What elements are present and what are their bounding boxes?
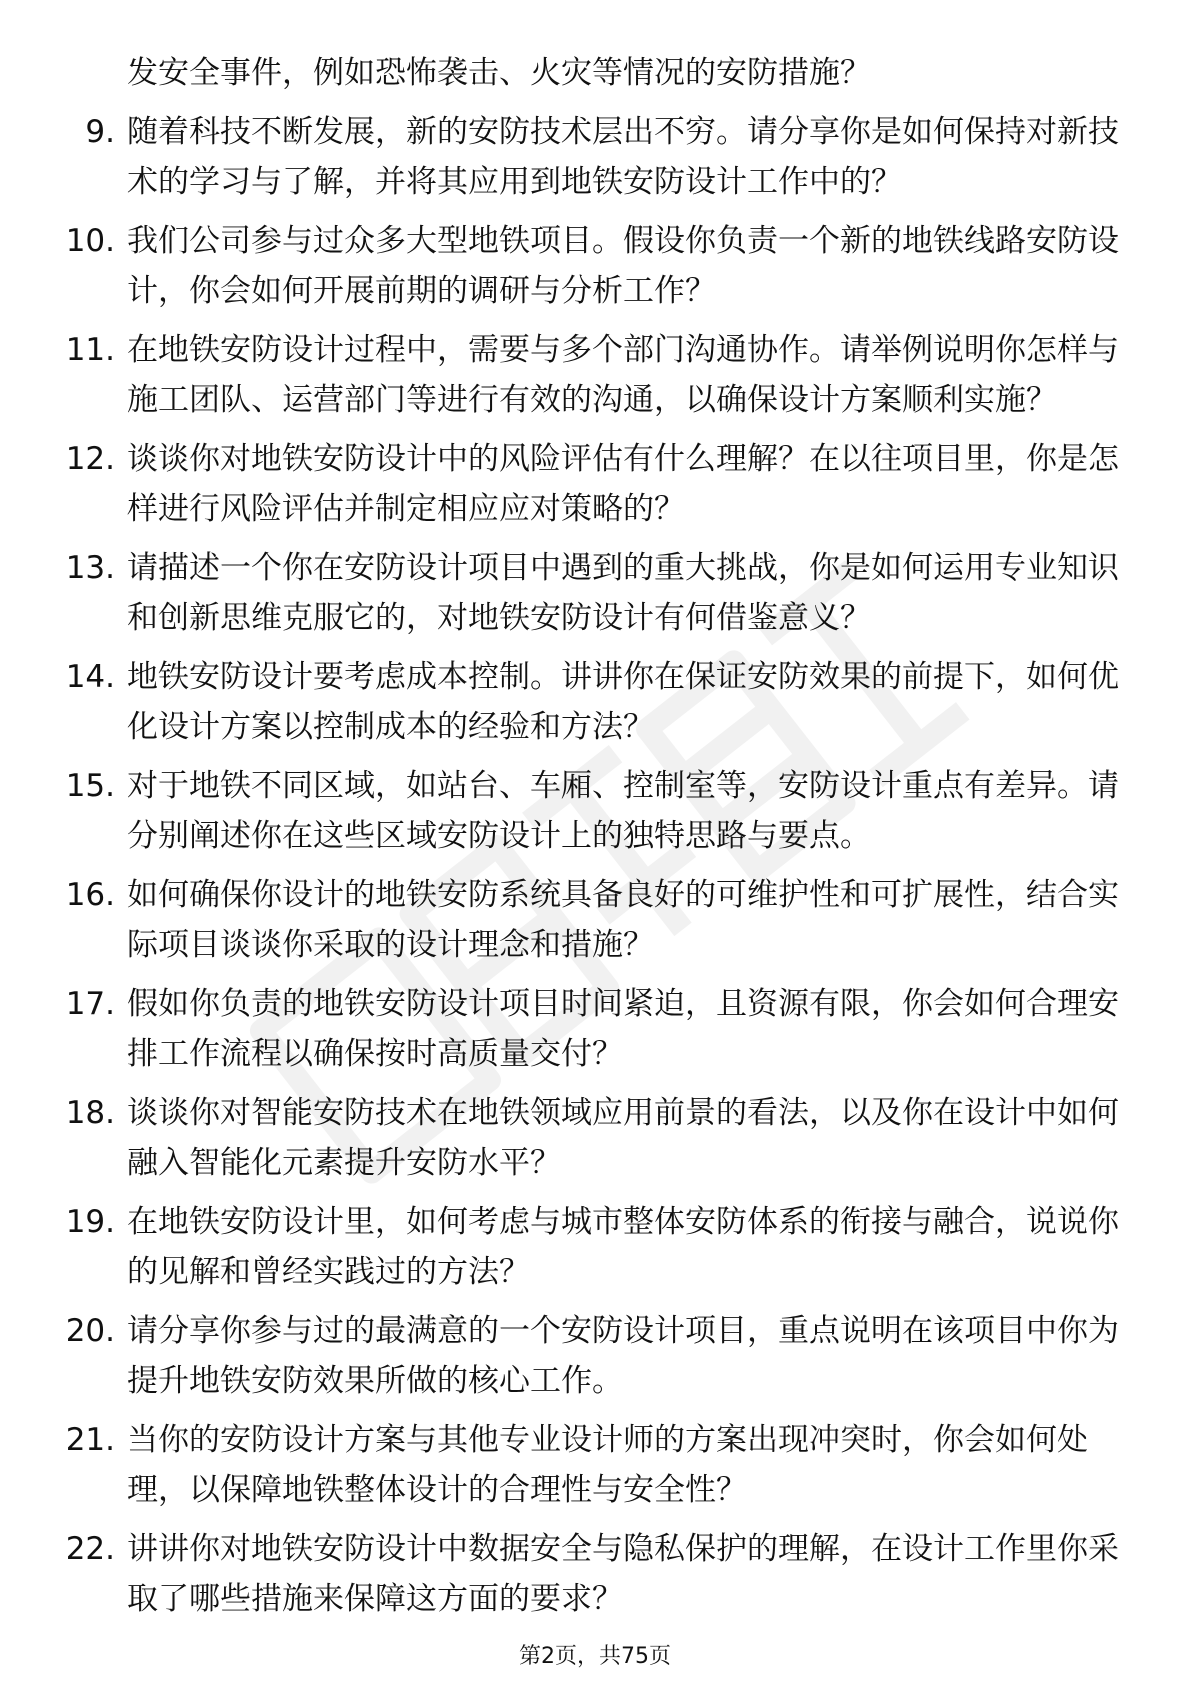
question-item bbox=[60, 325, 1130, 425]
question-number: 11. bbox=[65, 332, 115, 368]
question-text: 在地铁安防设计里，如何考虑与城市整体安防体系的衔接与融合，说说你的见解和曾经实践过的方法？ bbox=[127, 1204, 1119, 1290]
question-text: 地铁安防设计要考虑成本控制。讲讲你在保证安防效果的前提下，如何优化设计方案以控制成本的经验和方法？ bbox=[127, 659, 1119, 745]
question-text: 如何确保你设计的地铁安防系统具备良好的可维护性和可扩展性，结合实际项目谈谈你采取的设计理念和措施？ bbox=[127, 877, 1119, 963]
question-number: 9. bbox=[85, 114, 115, 150]
question-number: 14. bbox=[65, 659, 115, 695]
question-text: 讲讲你对地铁安防设计中数据安全与隐私保护的理解，在设计工作里你采取了哪些措施来保障这方面的要求？ bbox=[127, 1531, 1119, 1617]
question-item bbox=[60, 652, 1130, 752]
question-number: 22. bbox=[65, 1531, 115, 1567]
question-item bbox=[60, 1524, 1130, 1624]
question-item bbox=[60, 761, 1130, 861]
question-item bbox=[60, 1306, 1130, 1406]
question-number: 19. bbox=[65, 1204, 115, 1240]
question-item bbox=[60, 216, 1130, 316]
page-footer bbox=[0, 1642, 1190, 1672]
question-list-content bbox=[60, 48, 1130, 1633]
question-number: 20. bbox=[65, 1313, 115, 1349]
question-text: 谈谈你对地铁安防设计中的风险评估有什么理解？在以往项目里，你是怎样进行风险评估并制定相应应对策略的？ bbox=[127, 441, 1119, 527]
question-number: 10. bbox=[65, 223, 115, 259]
question-text: 请描述一个你在安防设计项目中遇到的重大挑战，你是如何运用专业知识和创新思维克服它的，对地铁安防设计有何借鉴意义？ bbox=[127, 550, 1119, 636]
question-number: 15. bbox=[65, 768, 115, 804]
question-text: 随着科技不断发展，新的安防技术层出不穷。请分享你是如何保持对新技术的学习与了解，并将其应用到地铁安防设计工作中的？ bbox=[127, 114, 1119, 200]
question-item bbox=[60, 1415, 1130, 1515]
question-number: 17. bbox=[65, 986, 115, 1022]
question-item bbox=[60, 870, 1130, 970]
question-text: 谈谈你对智能安防技术在地铁领域应用前景的看法，以及你在设计中如何融入智能化元素提升安防水平？ bbox=[127, 1095, 1119, 1181]
question-text: 在地铁安防设计过程中，需要与多个部门沟通协作。请举例说明你怎样与施工团队、运营部门等进行有效的沟通，以确保设计方案顺利实施？ bbox=[127, 332, 1119, 418]
question-item bbox=[60, 434, 1130, 534]
question-text: 假如你负责的地铁安防设计项目时间紧迫，且资源有限，你会如何合理安排工作流程以确保按时高质量交付？ bbox=[127, 986, 1119, 1072]
question-text: 请分享你参与过的最满意的一个安防设计项目，重点说明在该项目中你为提升地铁安防效果所做的核心工作。 bbox=[127, 1313, 1119, 1399]
question-number: 12. bbox=[65, 441, 115, 477]
question-text: 当你的安防设计方案与其他专业设计师的方案出现冲突时，你会如何处理，以保障地铁整体设计的合理性与安全性？ bbox=[127, 1422, 1088, 1508]
question-text: 对于地铁不同区域，如站台、车厢、控制室等，安防设计重点有差异。请分别阐述你在这些区域安防设计上的独特思路与要点。 bbox=[127, 768, 1119, 854]
question-number: 18. bbox=[65, 1095, 115, 1131]
question-item bbox=[60, 107, 1130, 207]
question-number: 21. bbox=[65, 1422, 115, 1458]
page-number-label: 第2页，共75页 bbox=[519, 1644, 671, 1669]
question-text: 我们公司参与过众多大型地铁项目。假设你负责一个新的地铁线路安防设计，你会如何开展前期的调研与分析工作？ bbox=[127, 223, 1119, 309]
question-item bbox=[60, 979, 1130, 1079]
question-item bbox=[60, 1088, 1130, 1188]
question-number: 13. bbox=[65, 550, 115, 586]
question-item bbox=[60, 543, 1130, 643]
question-list bbox=[60, 107, 1130, 1624]
continued-question-text: 发安全事件，例如恐怖袭击、火灾等情况的安防措施？ bbox=[127, 55, 871, 91]
question-number: 16. bbox=[65, 877, 115, 913]
question-item bbox=[60, 1197, 1130, 1297]
